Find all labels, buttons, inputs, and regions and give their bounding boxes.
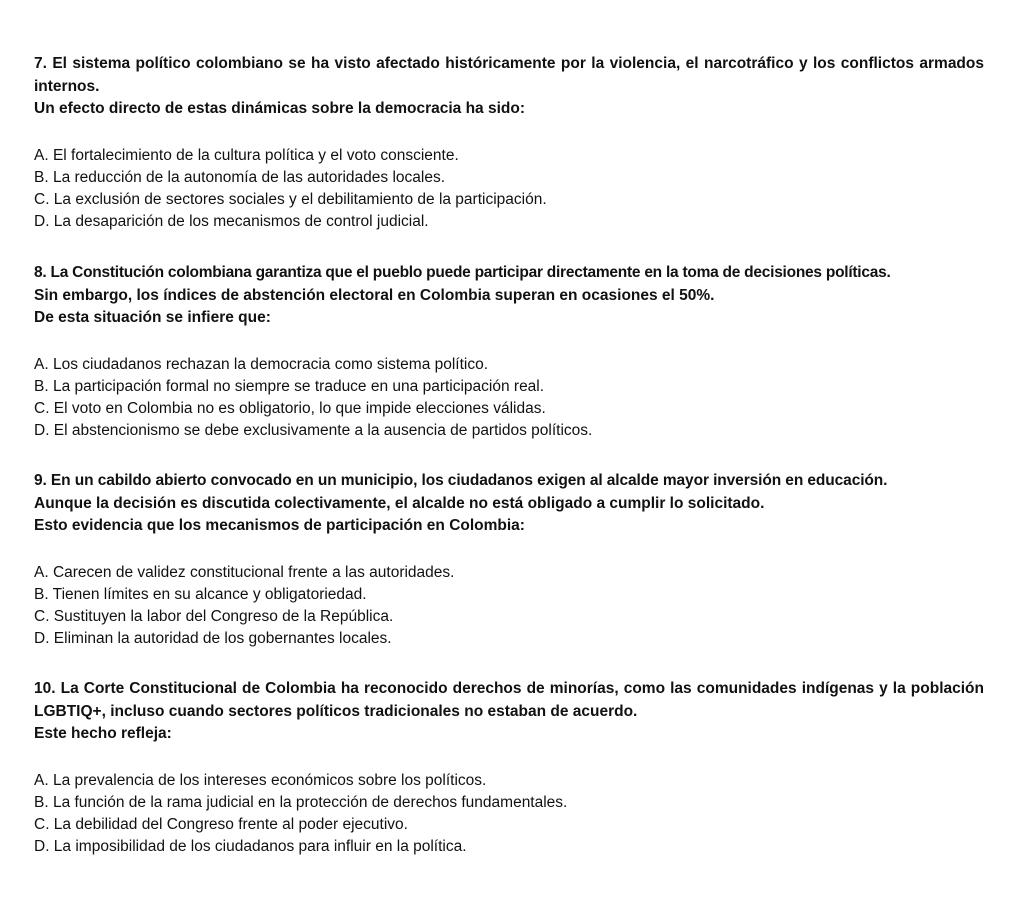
question-8-option-a[interactable]: A. Los ciudadanos rechazan la democracia como sistema político. (34, 355, 489, 373)
question-9-option-a[interactable]: A. Carecen de validez constitucional frente a las autoridades. (34, 563, 455, 581)
question-9-options (34, 562, 984, 651)
question-7-options (34, 145, 984, 234)
question-9-stem (34, 470, 984, 538)
question-9-option-c[interactable]: C. Sustituyen la labor del Congreso de la República. (34, 608, 394, 626)
question-7-option-d[interactable]: D. La desaparición de los mecanismos de control judicial. (34, 213, 429, 231)
question-8-option-c[interactable]: C. El voto en Colombia no es obligatorio, lo que impide elecciones válidas. (34, 400, 546, 418)
question-10-stem (34, 678, 984, 746)
question-9-context: Aunque la decisión es discutida colectivamente, el alcalde no está obligado a cumplir lo solicitado. (34, 494, 765, 512)
question-8-options (34, 354, 984, 443)
question-7-statement: 7. El sistema político colombiano se ha visto afectado históricamente por la violencia, el narcotráfico y los conflictos armados internos. (34, 55, 984, 95)
question-9 (34, 470, 984, 651)
question-7-option-a[interactable]: A. El fortalecimiento de la cultura política y el voto consciente. (34, 146, 459, 164)
question-10-option-b[interactable]: B. La función de la rama judicial en la protección de derechos fundamentales. (34, 793, 568, 811)
question-8-option-d[interactable]: D. El abstencionismo se debe exclusivamente a la ausencia de partidos políticos. (34, 422, 593, 440)
question-10-statement: 10. La Corte Constitucional de Colombia ha reconocido derechos de minorías, como las comunidades indígenas y la población LGBTIQ+, incluso cuando sectores políticos tradicionales no estaban de acuerdo. (34, 680, 984, 720)
question-8-statement: 8. La Constitución colombiana garantiza que el pueblo puede participar directamente en la toma de decisiones políticas. (34, 264, 891, 281)
question-7 (34, 53, 984, 234)
question-10-options (34, 770, 984, 859)
question-7-option-b[interactable]: B. La reducción de la autonomía de las autoridades locales. (34, 168, 446, 186)
question-10-option-d[interactable]: D. La imposibilidad de los ciudadanos para influir en la política. (34, 838, 467, 856)
question-10-option-c[interactable]: C. La debilidad del Congreso frente al poder ejecutivo. (34, 816, 408, 834)
question-10 (34, 678, 984, 859)
question-10-prompt: Este hecho refleja: (34, 725, 172, 742)
question-8-context: Sin embargo, los índices de abstención electoral en Colombia superan en ocasiones el 50%. (34, 286, 715, 304)
question-7-stem (34, 53, 984, 121)
question-8-prompt: De esta situación se infiere que: (34, 309, 271, 326)
question-8-option-b[interactable]: B. La participación formal no siempre se traduce en una participación real. (34, 377, 545, 395)
question-9-prompt: Esto evidencia que los mecanismos de participación en Colombia: (34, 517, 525, 534)
question-9-option-d[interactable]: D. Eliminan la autoridad de los gobernantes locales. (34, 630, 392, 648)
question-7-prompt: Un efecto directo de estas dinámicas sobre la democracia ha sido: (34, 100, 526, 117)
question-8-stem (34, 262, 984, 330)
question-9-option-b[interactable]: B. Tienen límites en su alcance y obligatoriedad. (34, 585, 367, 603)
question-10-option-a[interactable]: A. La prevalencia de los intereses económicos sobre los políticos. (34, 771, 487, 789)
question-8 (34, 262, 984, 443)
question-7-option-c[interactable]: C. La exclusión de sectores sociales y el debilitamiento de la participación. (34, 191, 547, 209)
question-9-statement: 9. En un cabildo abierto convocado en un municipio, los ciudadanos exigen al alcalde mayor inversión en educación. (34, 472, 888, 489)
